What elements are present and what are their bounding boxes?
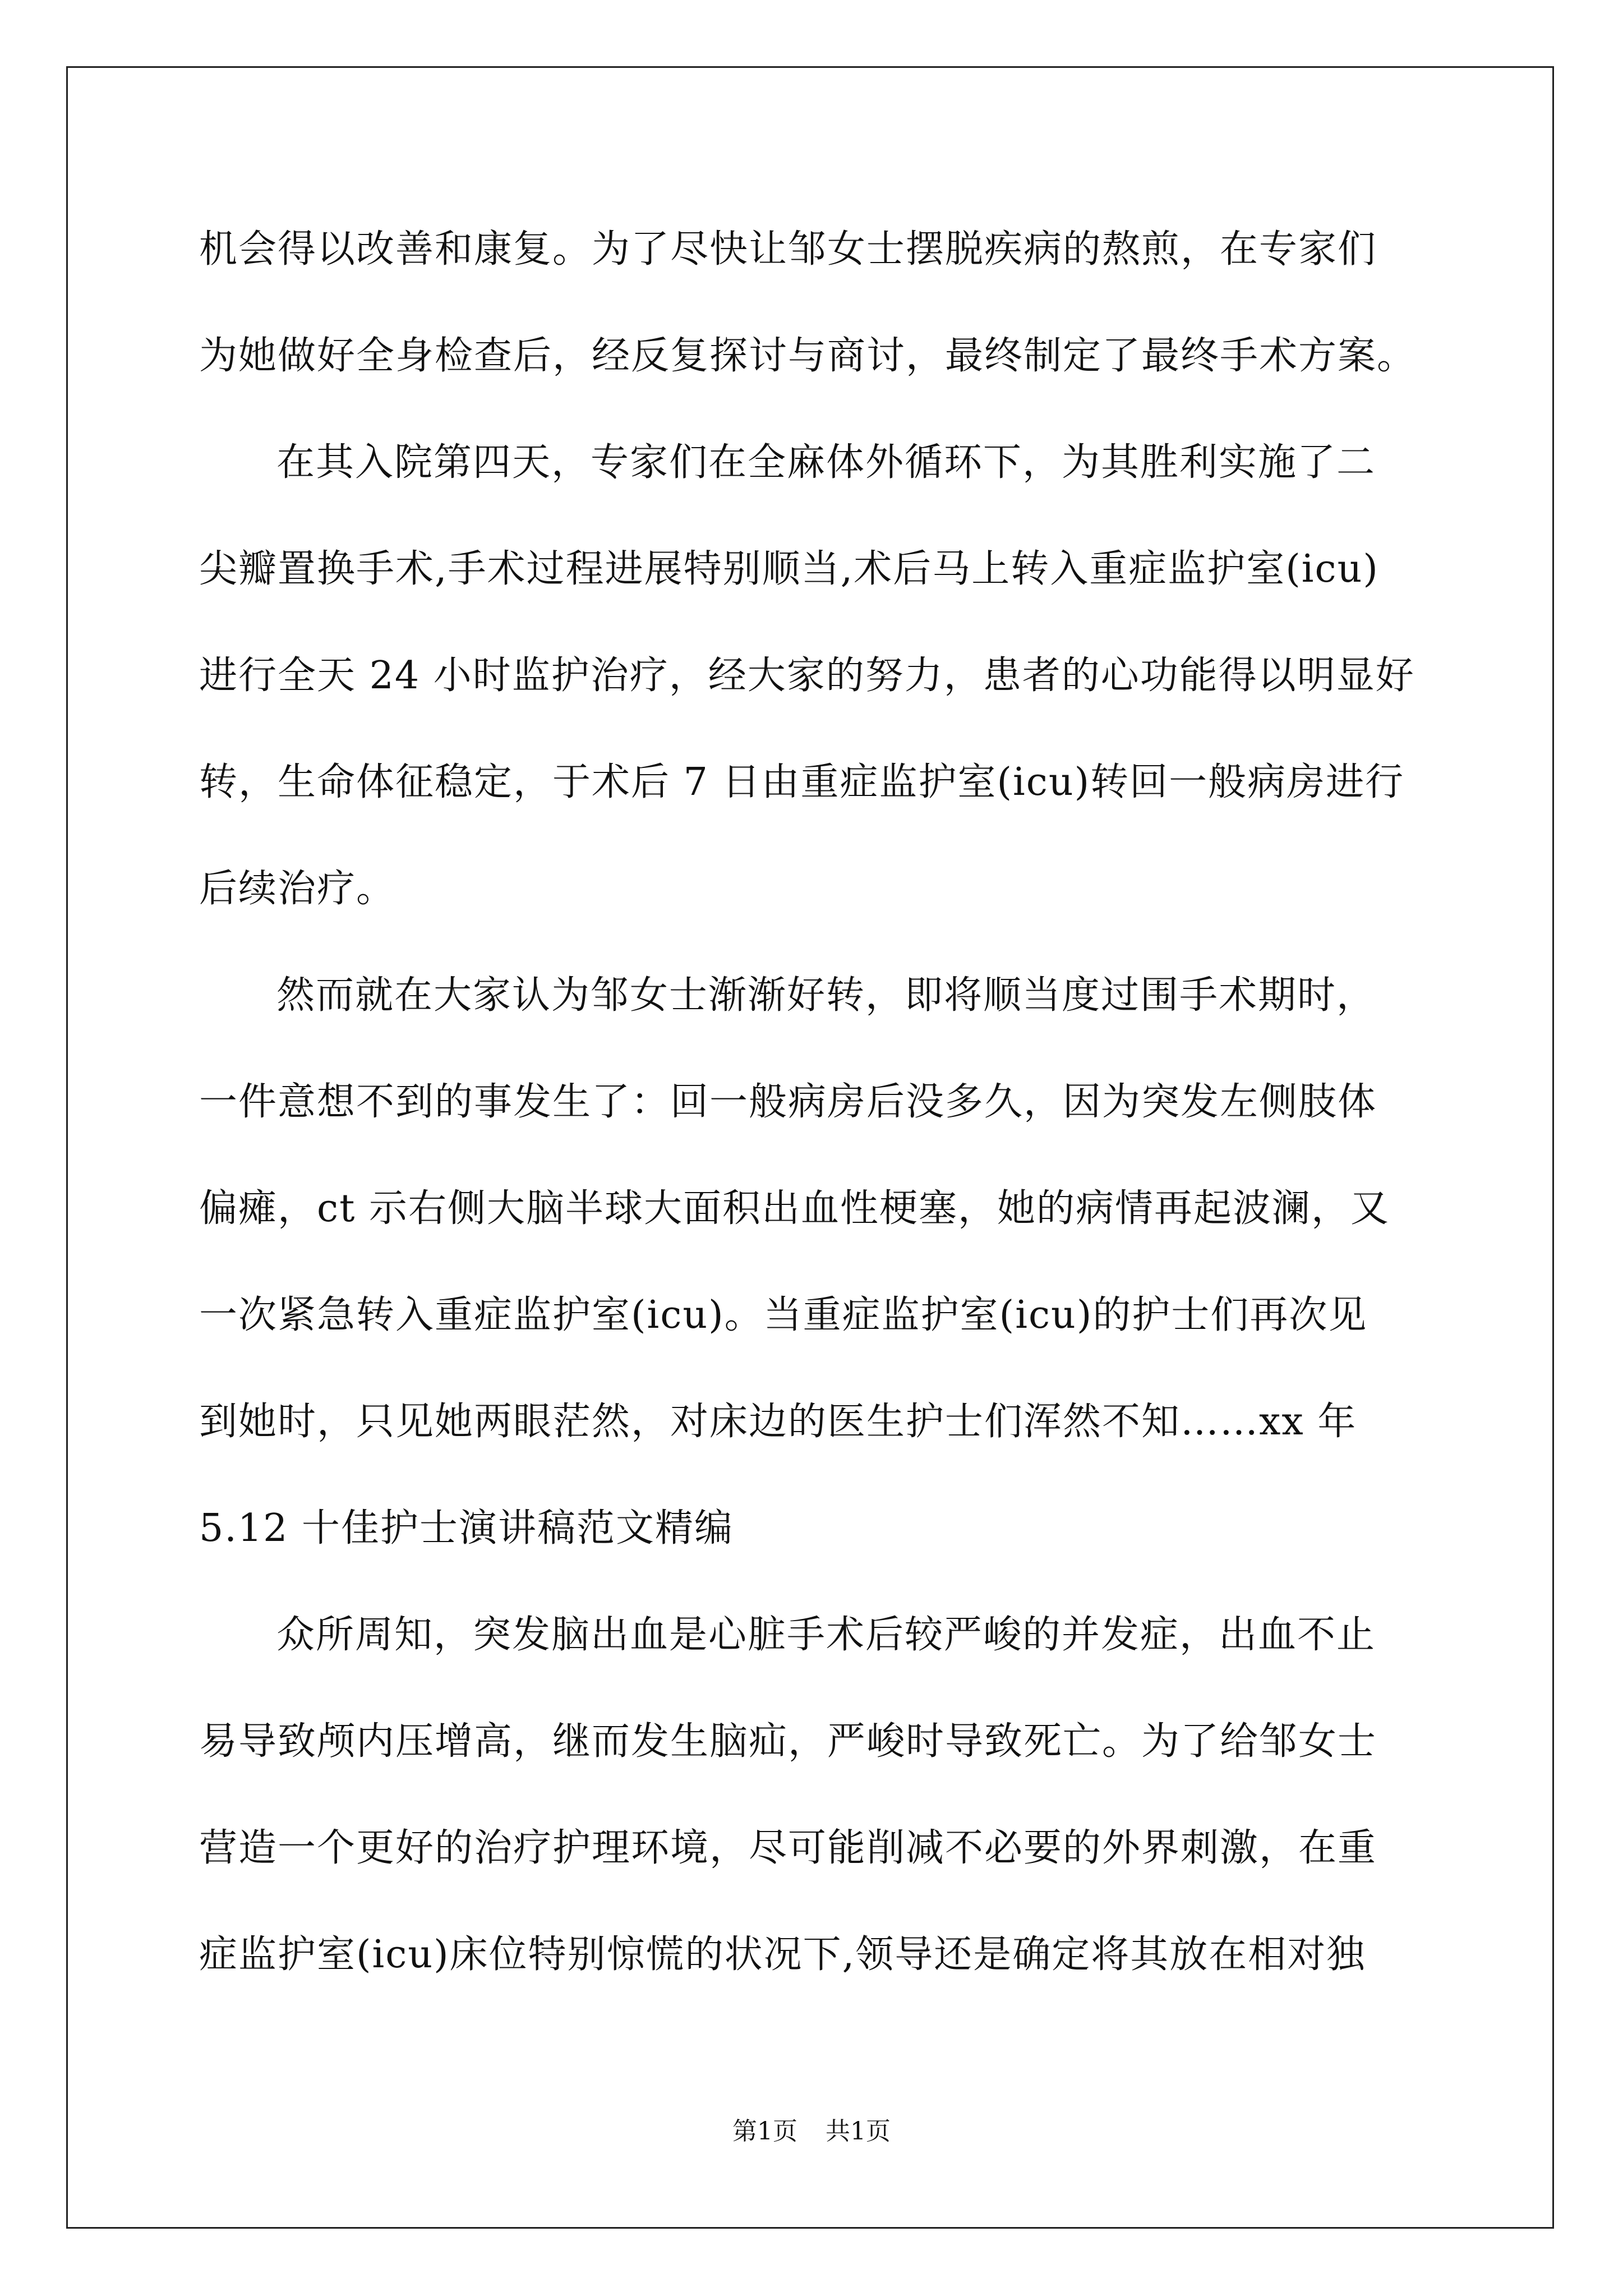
text-line-1: 机会得以改善和康复。为了尽快让邹女士摆脱疾病的熬煎，在专家们: [199, 227, 1377, 272]
page-footer: [0, 2115, 1623, 2148]
text-line-3: 在其入院第四天，专家们在全麻体外循环下，为其胜利实施了二: [276, 440, 1376, 485]
text-line-11: 一次紧急转入重症监护室(icu)。当重症监护室(icu)的护士们再次见: [199, 1293, 1368, 1337]
text-line-5: 进行全天 24 小时监护治疗，经大家的努力，患者的心功能得以明显好: [199, 654, 1415, 698]
text-line-4: 尖瓣置换手术,手术过程进展特别顺当,术后马上转入重症监护室(icu): [199, 547, 1379, 591]
text-line-15: 易导致颅内压增高，继而发生脑疝，严峻时导致死亡。为了给邹女士: [199, 1719, 1377, 1764]
text-line-17: 症监护室(icu)床位特别惊慌的状况下,领导还是确定将其放在相对独: [199, 1932, 1366, 1977]
text-line-14: 众所周知，突发脑出血是心脏手术后较严峻的并发症，出血不止: [276, 1613, 1376, 1657]
text-line-7: 后续治疗。: [199, 867, 396, 911]
text-line-8: 然而就在大家认为邹女士渐渐好转，即将顺当度过围手术期时，: [276, 973, 1376, 1018]
text-line-13: 5.12 十佳护士演讲稿范文精编: [199, 1506, 734, 1550]
text-line-9: 一件意想不到的事发生了：回一般病房后没多久，因为突发左侧肢体: [199, 1080, 1377, 1124]
page-number: 第1页: [732, 2117, 797, 2146]
text-line-2: 为她做好全身检查后，经反复探讨与商讨，最终制定了最终手术方案。: [199, 334, 1417, 378]
text-line-16: 营造一个更好的治疗护理环境，尽可能削减不必要的外界刺激，在重: [199, 1826, 1377, 1870]
text-line-6: 转，生命体征稳定，于术后 7 日由重症监护室(icu)转回一般病房进行: [199, 760, 1405, 804]
text-line-10: 偏瘫，ct 示右侧大脑半球大面积出血性梗塞，她的病情再起波澜，又: [199, 1186, 1390, 1231]
text-line-12: 到她时，只见她两眼茫然，对床边的医生护士们浑然不知……xx 年: [199, 1400, 1357, 1444]
page-total: 共1页: [826, 2117, 891, 2146]
document-body: [199, 213, 1422, 2025]
